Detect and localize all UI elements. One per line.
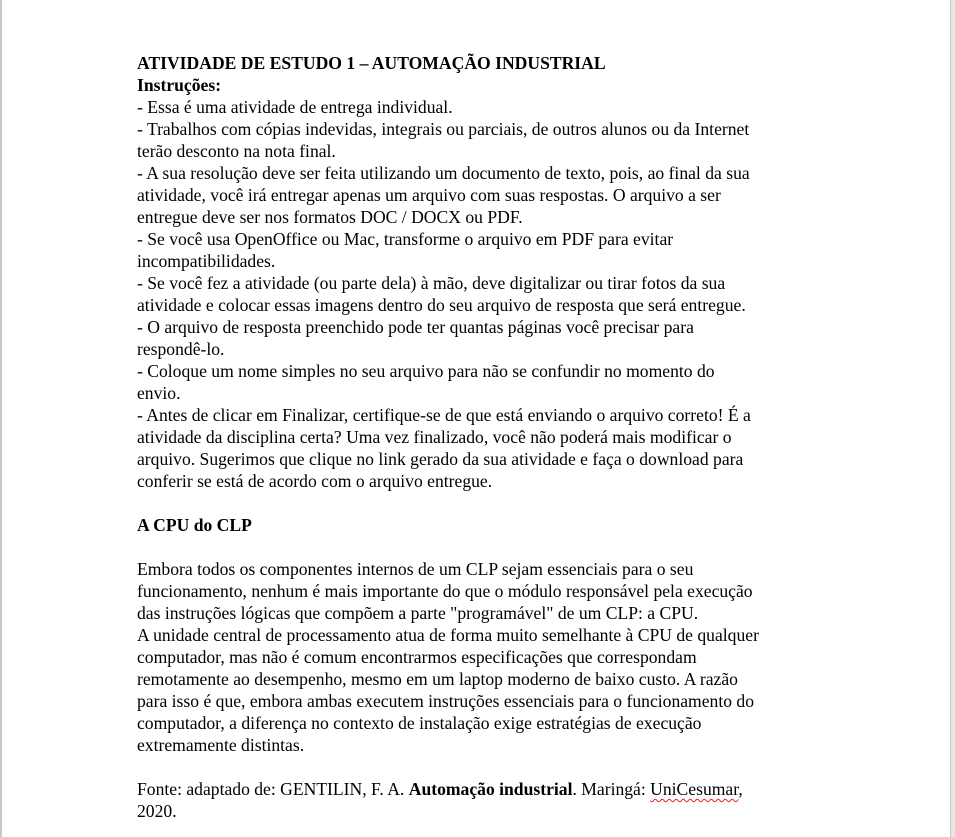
instruction-line: entregue deve ser nos formatos DOC / DOCX ou PDF. [137,207,523,227]
source-prefix: Fonte: adaptado de: GENTILIN, F. A. [137,779,409,799]
instruction-line: - Antes de clicar em Finalizar, certifique-se de que está enviando o arquivo correto! É a [137,405,751,425]
body-line: das instruções lógicas que compõem a parte "programável" de um CLP: a CPU. [137,603,699,623]
instruction-line: - O arquivo de resposta preenchido pode ter quantas páginas você precisar para [137,317,694,337]
instruction-line: terão desconto na nota final. [137,141,336,161]
blank-line [137,536,837,558]
section-body [137,558,837,756]
instruction-line: - Coloque um nome simples no seu arquivo para não se confundir no momento do [137,361,715,381]
instruction-line: - Se você fez a atividade (ou parte dela) à mão, deve digitalizar ou tirar fotos da sua [137,273,726,293]
instructions-heading: Instruções: [137,75,222,95]
instruction-line: - A sua resolução deve ser feita utilizando um documento de texto, pois, ao final da sua [137,163,750,183]
body-line: computador, a diferença no contexto de instalação exige estratégias de execução [137,713,702,733]
instruction-line: arquivo. Sugerimos que clique no link gerado da sua atividade e faça o download para [137,449,744,469]
document-page[interactable] [137,52,837,822]
source-suffix: , [738,779,743,799]
instruction-line: envio. [137,383,181,403]
source-citation [137,778,837,800]
body-line: para isso é que, embora ambas executem instruções essenciais para o funcionamento do [137,691,755,711]
instruction-line: respondê-lo. [137,339,225,359]
source-book-title: Automação industrial [408,779,573,799]
instruction-line: incompatibilidades. [137,251,276,271]
source-middle: . Maringá: [572,779,651,799]
body-line: A unidade central de processamento atua de forma muito semelhante à CPU de qualquer [137,625,759,645]
body-line: extremamente distintas. [137,735,305,755]
vertical-scrollbar-gutter[interactable] [950,0,955,837]
instruction-line: - Trabalhos com cópias indevidas, integrais ou parciais, de outros alunos ou da Internet [137,119,750,139]
instruction-line: - Essa é uma atividade de entrega individual. [137,97,453,117]
instruction-line: atividade e colocar essas imagens dentro do seu arquivo de resposta que será entregue. [137,295,746,315]
blank-line [137,756,837,778]
body-line: remotamente ao desempenho, mesmo em um laptop moderno de baixo custo. A razão [137,669,738,689]
source-year: 2020. [137,801,177,821]
instruction-line: atividade da disciplina certa? Uma vez finalizado, você não poderá mais modificar o [137,427,732,447]
blank-line [137,492,837,514]
body-line: computador, mas não é comum encontrarmos especificações que correspondam [137,647,697,667]
page-left-edge [0,0,2,837]
instruction-line: - Se você usa OpenOffice ou Mac, transforme o arquivo em PDF para evitar [137,229,674,249]
body-line: funcionamento, nenhum é mais importante do que o módulo responsável pela execução [137,581,753,601]
section-heading: A CPU do CLP [137,515,252,535]
document-title: ATIVIDADE DE ESTUDO 1 – AUTOMAÇÃO INDUSTRIAL [137,53,606,73]
body-line: Embora todos os componentes internos de um CLP sejam essenciais para o seu [137,559,694,579]
source-publisher-misspelled[interactable]: UniCesumar [650,779,739,799]
instruction-line: atividade, você irá entregar apenas um arquivo com suas respostas. O arquivo a ser [137,185,721,205]
instruction-line: conferir se está de acordo com o arquivo entregue. [137,471,493,491]
instructions-list [137,96,837,492]
